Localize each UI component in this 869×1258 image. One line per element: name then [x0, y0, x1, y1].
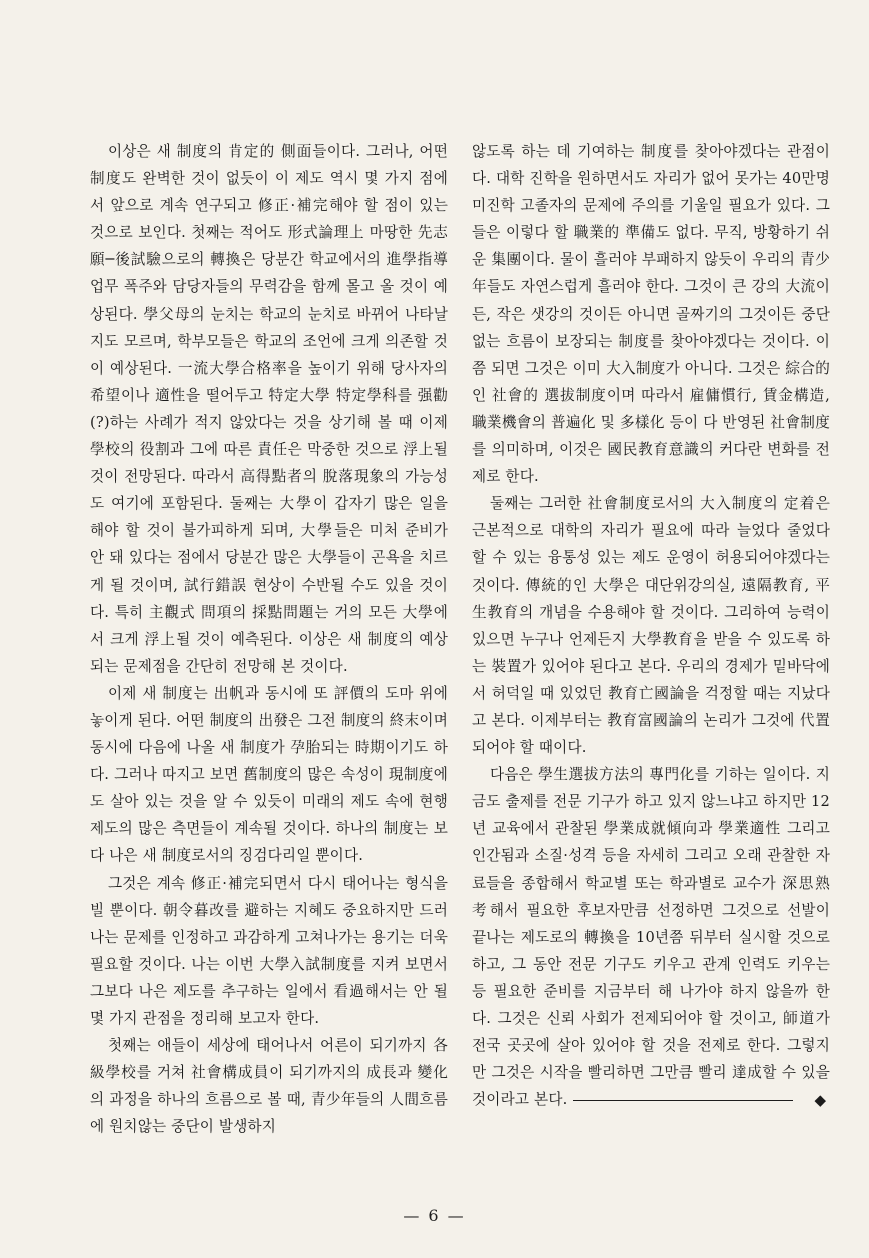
end-rule-divider [573, 1100, 793, 1101]
right-paragraph-3-text: 다음은 學生選拔方法의 專門化를 기하는 일이다. 지금도 출제를 전문 기구가 하고 있지 않느냐고 하지만 12년 교육에서 관찰된 學業成就傾向과 學業適性 그리고 인간됨과 소질·성격 등을 자세히 그리고 오래 관찰한 자료들을 종합해서 학교별 또는 학과별로 교수가 深思熟考해서 필요한 후보자만큼 선정하면 그것으로 선발이 끝나는 제도로의 轉換을 10년쯤 뒤부터 실시할 것으로 하고, 그 동안 전문 기구도 키우고 관계 인력도 키우는 등 필요한 준비를 지금부터 해 나가야 하지 않을까 한다. 그것은 신뢰 사회가 전제되어야 할 것이고, 師道가 전국 곳곳에 살아 있어야 할 것을 전제로 한다. 그렇지만 그것은 시작을 빨리하면 그만큼 빨리 達成할 수 있을 것이라고 본다. [472, 766, 830, 1109]
left-text-column [90, 138, 448, 1140]
right-paragraph-2: 둘째는 그러한 社會制度로서의 大入制度의 定着은 근본적으로 대학의 자리가 필요에 따라 늘었다 줄었다 할 수 있는 융통성 있는 제도 운영이 허용되어야겠다는 것이다. 傳統的인 大學은 대단위강의실, 遠隔教育, 平生教育의 개념을 수용해야 할 것이다. 그리하여 능력이 있으면 누구나 언제든지 大學教育을 받을 수 있도록 하는 裝置가 있어야 된다고 본다. 우리의 경제가 밑바닥에서 허덕일 때 있었던 教育亡國論을 걱정할 때는 지났다고 본다. 이제부터는 教育富國論의 논리가 그것에 代置되어야 할 때이다. [472, 495, 830, 757]
left-paragraph-1: 이상은 새 制度의 肯定的 側面들이다. 그러나, 어떤 制度도 완벽한 것이 없듯이 이 제도 역시 몇 가지 점에서 앞으로 계속 연구되고 修正·補完해야 할 점이 있는 것으로 보인다. 첫째는 적어도 形式論理上 마땅한 先志願─後試驗으로의 轉換은 당분간 학교에서의 進學指導 업무 폭주와 담당자들의 무력감을 함께 몰고 올 것이 예상된다. 學父母의 눈치는 학교의 눈치로 바뀌어 나타날지도 모르며, 학부모들은 학교의 조언에 크게 의존할 것이 예상된다. 一流大學合格率을 높이기 위해 당사자의 希望이나 適性을 떨어두고 特定大學 特定學科를 强勸(?)하는 사례가 적지 않았다는 것을 상기해 볼 때 이제 學校의 役割과 그에 따른 責任은 막중한 것으로 浮上될 것이 전망된다. 따라서 高得點者의 脫落現象의 가능성도 여기에 포함된다. 둘째는 大學이 갑자기 많은 일을 해야 할 것이 불가피하게 되며, 大學들은 미처 준비가 안 돼 있다는 점에서 당분간 많은 大學들이 곤욕을 치르게 될 것이며, 試行錯誤 현상이 수반될 수도 있을 것이다. 특히 主觀式 問項의 採點問題는 거의 모든 大學에서 크게 浮上될 것이 예측된다. 이상은 새 制度의 예상되는 문제점을 간단히 전망해 본 것이다. [90, 143, 448, 675]
left-paragraph-4: 첫째는 애들이 세상에 태어나서 어른이 되기까지 各級學校를 거쳐 社會構成員이 되기까지의 成長과 變化의 과정을 하나의 흐름으로 볼 때, 青少年들의 人間흐름에 원치않는 중단이 발생하지 [90, 1037, 448, 1136]
left-paragraph-2: 이제 새 制度는 出帆과 동시에 또 評價의 도마 위에 놓이게 된다. 어떤 制度의 出發은 그전 制度의 終末이며 동시에 다음에 나올 새 制度가 孕胎되는 時期이기도 하다. 그러나 따지고 보면 舊制度의 많은 속성이 現制度에도 살아 있는 것을 알 수 있듯이 미래의 제도 속에 현행 제도의 많은 측면들이 계속될 것이다. 하나의 制度는 보다 나은 새 制度로서의 징검다리일 뿐이다. [90, 684, 448, 865]
left-paragraph-3: 그것은 계속 修正·補完되면서 다시 태어나는 형식을 빌 뿐이다. 朝令暮改를 避하는 지혜도 중요하지만 드러나는 문제를 인정하고 과감하게 고쳐나가는 용기는 더욱 필요할 것이다. 나는 이번 大學入試制度를 지켜 보면서 그보다 나은 제도를 추구하는 일에서 看過해서는 안 될 몇 가지 관점을 정리해 보고자 한다. [90, 874, 448, 1027]
right-paragraph-1: 않도록 하는 데 기여하는 制度를 찾아야겠다는 관점이다. 대학 진학을 원하면서도 자리가 없어 못가는 40만명 미진학 고졸자의 문제에 주의를 기울일 필요가 있다. 그들은 이렇다 할 職業的 準備도 없다. 무직, 방황하기 쉬운 集團이다. 물이 흘러야 부패하지 않듯이 우리의 青少年들도 자연스럽게 흘러야 한다. 그것이 큰 강의 大流이든, 작은 샛강의 것이든 아니면 골짜기의 그것이든 중단 없는 흐름이 보장되는 制度를 찾아야겠다는 것이다. 이쯤 되면 그것은 이미 大入制度가 아니다. 그것은 綜合的인 社會的 選拔制度이며 따라서 雇傭慣行, 賃金構造, 職業機會의 普遍化 및 多樣化 등이 다 반영된 社會制度를 의미하며, 이것은 國民教育意識의 커다란 변화를 전제로 한다. [472, 143, 830, 486]
right-paragraph-3 [472, 761, 830, 1113]
end-diamond-mark: ◆ [814, 1090, 827, 1109]
right-text-column [472, 138, 830, 1113]
page-number: — 6 — [403, 1206, 466, 1225]
